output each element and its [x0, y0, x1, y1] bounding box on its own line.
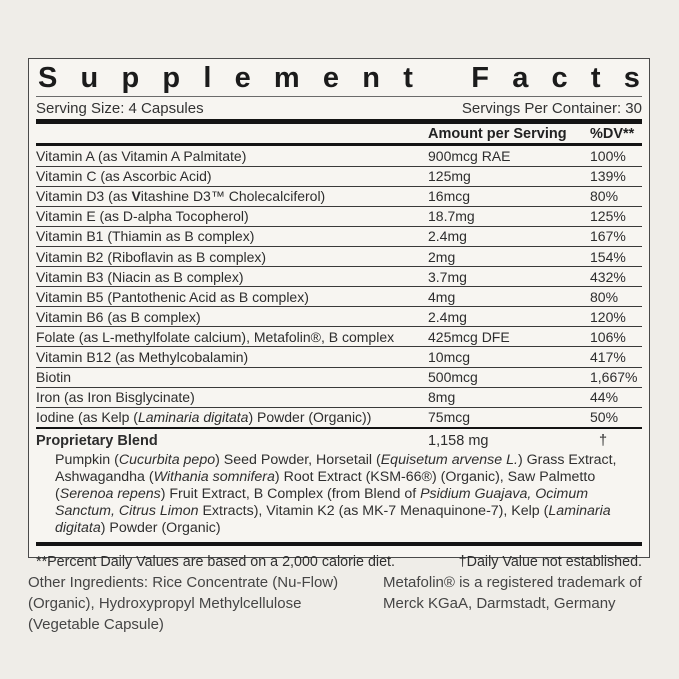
proprietary-blend-dv: †: [599, 432, 608, 449]
text-segment: Iodine (as Kelp (: [36, 409, 138, 426]
nutrient-amount: 125mg: [428, 168, 471, 185]
text-segment: ) Root Extract (KSM-66®) (Organic), Saw Palmetto (: [55, 469, 596, 503]
text-segment: Biotin: [36, 369, 72, 386]
nutrient-row: [36, 326, 642, 346]
serving-info-row: [36, 97, 642, 119]
nutrient-name: [36, 249, 425, 265]
nutrient-amount: 8mg: [428, 389, 456, 406]
nutrient-name: [36, 148, 425, 164]
title-letter: l: [203, 62, 212, 94]
nutrient-row: [36, 186, 642, 206]
text-segment: Psidium Guajava, Ocimum Sanctum, Citrus Limon: [55, 486, 589, 520]
daily-values-footnote: **Percent Daily Values are based on a 2,000 calorie diet.: [36, 554, 395, 571]
title-letter: e: [234, 62, 251, 94]
nutrient-row: [36, 387, 642, 407]
title-letter: a: [512, 62, 529, 94]
nutrient-name: [36, 309, 425, 325]
title-letter: e: [322, 62, 340, 94]
label-title: [36, 59, 642, 97]
nutrient-dv: 80%: [590, 288, 619, 305]
nutrient-amount: 500mcg: [428, 369, 478, 386]
nutrient-dv: 80%: [590, 188, 619, 205]
proprietary-blend-name: Proprietary Blend: [36, 432, 158, 449]
nutrient-row: [36, 346, 642, 366]
text-segment: Vitamin A (as Vitamin A Palmitate): [36, 147, 247, 164]
nutrient-amount: 4mg: [428, 288, 456, 305]
nutrient-amount: 2mg: [428, 248, 456, 265]
nutrient-name: [36, 409, 425, 425]
text-segment: Vitamin B2 (Riboflavin as B complex): [36, 248, 267, 265]
column-header-dv: %DV**: [590, 125, 635, 142]
proprietary-blend-amount: 1,158 mg: [428, 432, 489, 449]
nutrient-dv: 100%: [590, 147, 626, 164]
nutrient-amount: 75mcg: [428, 409, 471, 426]
title-letter: t: [403, 62, 413, 94]
title-letter: c: [551, 62, 568, 94]
title-letter: S: [38, 62, 58, 94]
text-segment: ) Grass Extract, Ashwagandha (: [55, 452, 617, 486]
text-segment: ) Fruit Extract, B Complex (from Blend of: [160, 486, 421, 503]
nutrient-dv: 125%: [590, 208, 626, 225]
text-segment: Cucurbita pepo: [118, 452, 216, 469]
text-segment: Extracts), Vitamin K2 (as MK-7 Menaquinone-7), Kelp (: [198, 503, 549, 520]
text-segment: Vitamin E (as D-alpha Tocopherol): [36, 208, 249, 225]
supplement-facts-panel: [28, 58, 650, 571]
text-segment: Vitamin B1 (Thiamin as B complex): [36, 228, 255, 245]
text-segment: Vitamin B5 (Pantothenic Acid as B complex): [36, 288, 309, 305]
nutrient-name: [36, 208, 425, 224]
nutrient-row: [36, 246, 642, 266]
nutrient-amount: 3.7mg: [428, 268, 467, 285]
nutrient-amount: 900mcg RAE: [428, 147, 511, 164]
text-segment: Iron (as Iron Bisglycinate): [36, 389, 195, 406]
nutrient-row: [36, 206, 642, 226]
nutrient-name: [36, 289, 425, 305]
not-established-footnote: †Daily Value not established.: [458, 554, 642, 571]
title-letter: s: [623, 62, 640, 94]
nutrient-name: [36, 389, 425, 405]
column-header-row: [36, 124, 642, 143]
nutrient-dv: 154%: [590, 248, 626, 265]
column-header-amount: Amount per Serving: [428, 125, 567, 142]
title-letter: t: [590, 62, 601, 94]
nutrient-row: [36, 226, 642, 246]
other-ingredients-note: Other Ingredients: Rice Concentrate (Nu-Flow) (Organic), Hydroxypropyl Methylcellulose (Vegetable Capsule): [28, 574, 339, 633]
text-segment: itashine D3™ Cholecalciferol): [140, 188, 326, 205]
nutrient-amount: 18.7mg: [428, 208, 475, 225]
serving-size-text: Serving Size: 4 Capsules: [36, 99, 204, 117]
nutrient-dv: 139%: [590, 168, 626, 185]
nutrient-rows: [36, 146, 642, 427]
text-segment: ) Seed Powder, Horsetail (: [215, 452, 381, 469]
title-letter: p: [121, 62, 140, 94]
nutrient-row: [36, 407, 642, 427]
nutrient-dv: 417%: [590, 348, 626, 365]
proprietary-blend-ingredients: [36, 452, 642, 541]
text-segment: Vitamin B6 (as B complex): [36, 308, 201, 325]
nutrient-amount: 2.4mg: [428, 228, 467, 245]
nutrient-amount: 16mcg: [428, 188, 471, 205]
footnote-row: [36, 546, 642, 570]
nutrient-name: [36, 329, 425, 345]
text-segment: ) Powder (Organic)): [248, 409, 372, 426]
nutrient-dv: 167%: [590, 228, 626, 245]
nutrient-name: [36, 269, 425, 285]
text-segment: Folate (as L-methylfolate calcium), Metafolin®, B complex: [36, 328, 395, 345]
nutrient-dv: 44%: [590, 389, 619, 406]
nutrient-row: [36, 166, 642, 186]
text-segment: Vitamin D3 (as: [36, 188, 132, 205]
nutrient-amount: 2.4mg: [428, 308, 467, 325]
title-letter: m: [273, 62, 300, 94]
text-segment: ) Powder (Organic): [100, 520, 221, 537]
nutrient-row: [36, 146, 642, 166]
title-letter: n: [362, 62, 380, 94]
servings-per-container-text: Servings Per Container: 30: [461, 99, 642, 117]
text-segment: Vitamin B12 (as Methylcobalamin): [36, 348, 249, 365]
nutrient-row: [36, 286, 642, 306]
nutrient-name: [36, 168, 425, 184]
text-segment: Serenoa repens: [59, 486, 161, 503]
nutrient-amount: 425mcg DFE: [428, 328, 510, 345]
title-letter: u: [80, 62, 99, 94]
text-segment: Laminaria digitata: [137, 409, 249, 426]
nutrient-name: [36, 349, 425, 365]
text-segment: Pumpkin (: [55, 452, 119, 469]
title-letter: p: [162, 62, 181, 94]
nutrient-dv: 106%: [590, 328, 626, 345]
nutrient-row: [36, 367, 642, 387]
nutrient-row: [36, 266, 642, 286]
nutrient-dv: 1,667%: [590, 369, 638, 386]
title-letter: F: [471, 62, 489, 94]
nutrient-name: [36, 228, 425, 244]
text-segment: Laminaria digitata: [55, 503, 611, 537]
nutrient-amount: 10mcg: [428, 348, 471, 365]
text-segment: V: [131, 188, 141, 205]
nutrient-dv: 432%: [590, 268, 626, 285]
nutrient-name: [36, 188, 425, 204]
text-segment: Vitamin C (as Ascorbic Acid): [36, 168, 212, 185]
nutrient-dv: 120%: [590, 308, 626, 325]
nutrient-row: [36, 306, 642, 326]
nutrient-dv: 50%: [590, 409, 619, 426]
nutrient-name: [36, 369, 425, 385]
text-segment: Equisetum arvense L.: [380, 452, 518, 469]
proprietary-blend-row: [36, 429, 642, 452]
text-segment: Withania somnifera: [153, 469, 275, 486]
trademark-note: Metafolin® is a registered trademark of Merck KGaA, Darmstadt, Germany: [383, 574, 642, 612]
text-segment: Vitamin B3 (Niacin as B complex): [36, 268, 244, 285]
